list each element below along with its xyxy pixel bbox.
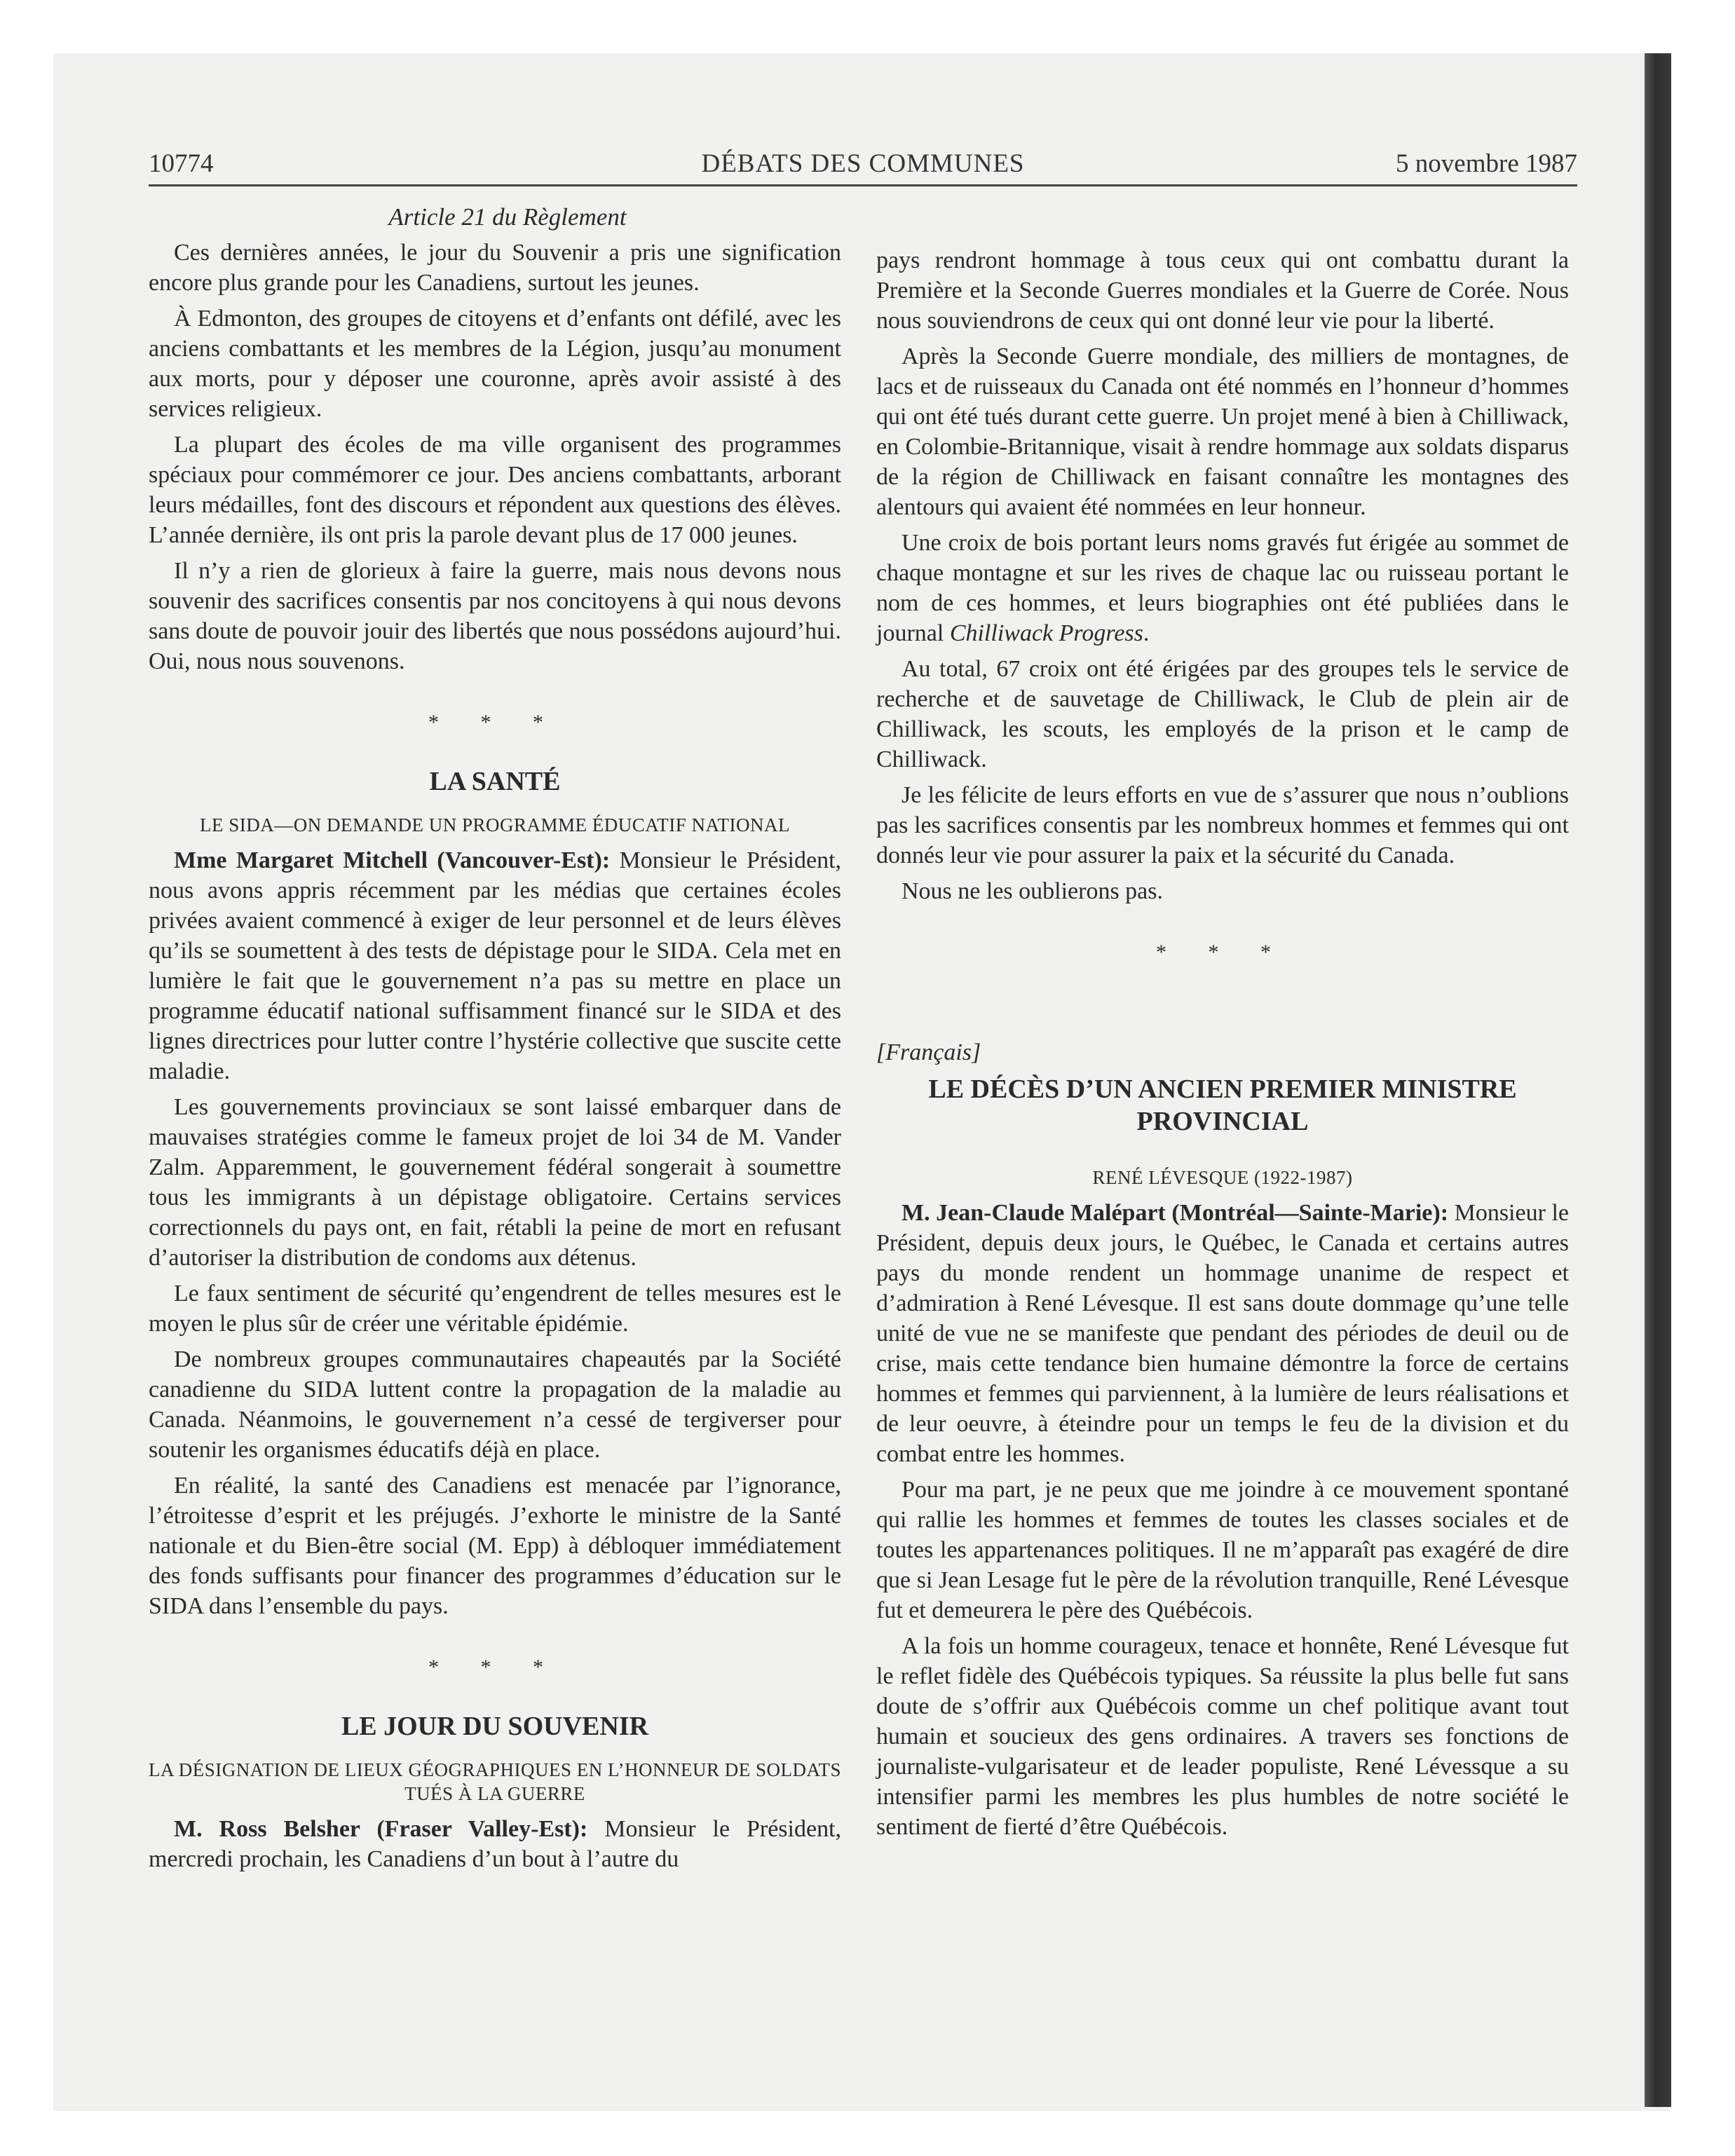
page-number: 10774 bbox=[149, 149, 214, 178]
paragraph: Il n’y a rien de glorieux à faire la guerre, mais nous devons nous souvenir des sacrifices consentis par nos concitoyens à qui nous devons sans doute de pouvoir jouir des libertés que nous possédons aujourd’hui. Oui, nous nous souvenons. bbox=[149, 558, 841, 674]
paragraph bbox=[876, 528, 1569, 648]
subsection-heading: LE SIDA—ON DEMANDE UN PROGRAMME ÉDUCATIF NATIONAL bbox=[200, 814, 790, 835]
section-separator: * * * bbox=[428, 1656, 562, 1679]
right-column bbox=[876, 245, 1569, 1848]
paragraph: Les gouvernements provinciaux se sont laissé embarquer dans de mauvaises stratégies comme le fameux projet de loi 34 de M. Vander Zalm. Apparemment, le gouvernement fédéral songerait à soumettre tous les immigrants à un dépistage obligatoire. Certains services correctionnels du pays ont, en fait, rétabli la peine de mort en refusant d’autoriser la distribution de condoms aux détenus. bbox=[149, 1094, 841, 1271]
spacer bbox=[876, 1153, 1569, 1166]
speech-paragraph bbox=[876, 1198, 1569, 1469]
paragraph-text: Une croix de bois portant leurs noms gravés fut érigée au sommet de chaque montagne et sur les rives de chaque lac ou ruisseau portant le nom de ces hommes, et leurs biographies ont été publiées dans le journal bbox=[876, 530, 1569, 646]
paragraph: À Edmonton, des groupes de citoyens et d’enfants ont défilé, avec les anciens combattants et les membres de la Légion, jusqu’au monument aux morts, pour y déposer une couronne, après avoir assisté à des services religieux. bbox=[149, 306, 841, 422]
paragraph: Je les félicite de leurs efforts en vue de s’assurer que nous n’oublions pas les sacrifices consentis par les nombreux hommes et femmes qui ont donnés leur vie pour assurer la paix et la sécurité du Canada. bbox=[876, 782, 1569, 868]
paragraph: Après la Seconde Guerre mondiale, des milliers de montagnes, de lacs et de ruisseaux du Canada ont été nommés en l’honneur d’hommes qui ont été tués durant cette guerre. Un projet mené à bien à Chilliwack, en Colombie-Britannique, visait à rendre hommage aux soldats disparus de la région de Chilliwack en faisant connaître les montagnes des alentours qui avaient été nommées en leur honneur. bbox=[876, 343, 1569, 520]
header-rule bbox=[149, 184, 1577, 186]
article-heading: Article 21 du Règlement bbox=[388, 203, 627, 231]
section-heading: LE DÉCÈS D’UN ANCIEN PREMIER MINISTRE PROVINCIAL bbox=[928, 1074, 1517, 1136]
section-heading: LE JOUR DU SOUVENIR bbox=[341, 1712, 649, 1741]
paragraph: A la fois un homme courageux, tenace et honnête, René Lévesque fut le reflet fidèle des Québécois typiques. Sa réussite la plus belle fut sans doute de s’offrir aux Québécois comme un chef politique avant tout humain et soucieux des gens ordinaires. A travers ses fonctions de journaliste-vulgarisateur et de leader populiste, René Lévessque a su intensifier parmi les membres les plus humbles de notre société le sentiment de fierté d’être Québécois. bbox=[876, 1633, 1569, 1840]
paragraph: La plupart des écoles de ma ville organisent des programmes spéciaux pour commémorer ce jour. Des anciens combattants, arborant leurs médailles, font des discours et répondent aux questions des élèves. L’année dernière, ils ont pris la parole devant plus de 17 000 jeunes. bbox=[149, 432, 841, 548]
speech-paragraph bbox=[149, 1814, 841, 1874]
publication-title: DÉBATS DES COMMUNES bbox=[701, 149, 1025, 178]
newspaper-title: Chilliwack Progress bbox=[949, 620, 1143, 646]
subsection-heading: LA DÉSIGNATION DE LIEUX GÉOGRAPHIQUES EN L’HONNEUR DE SOLDATS TUÉS À LA GUERRE bbox=[149, 1759, 841, 1804]
speech-text: Monsieur le Président, depuis deux jours, le Québec, le Canada et certains autres pays du monde rendent un hommage unanime de respect et d’admiration à René Lévesque. Il est sans doute dommage qu’une telle unité de vue ne se manifeste que pendant des périodes de deuil ou de crise, mais cette tendance bien humaine démontre la force de certains hommes et femmes qui parviennent, à la lumière de leurs réalisations et de leur oeuvre, à éteindre pour un temps le feu de la division et du combat entre les hommes. bbox=[876, 1200, 1569, 1467]
binding-edge bbox=[1645, 53, 1671, 2107]
paragraph: Le faux sentiment de sécurité qu’engendrent de telles mesures est le moyen le plus sûr de créer une véritable épidémie. bbox=[149, 1281, 841, 1337]
speech-text: Monsieur le Président, nous avons appris récemment par les médias que certaines écoles privées avaient commencé à exiger de leur personnel et de leurs élèves qu’ils se soumettent à des tests de dépistage pour le SIDA. Cela met en lumière le fait que le gouvernement n’a pas su mettre en place un programme éducatif national suffisamment financé sur le SIDA et des lignes directrices pour lutter contre l’hystérie collective que suscite cette maladie. bbox=[149, 847, 842, 1084]
paragraph: En réalité, la santé des Canadiens est menacée par l’ignorance, l’étroitesse d’esprit et les préjugés. J’exhorte le ministre de la Santé nationale et du Bien-être social (M. Epp) à débloquer immédiatement des fonds suffisants pour financer des programmes d’éducation sur le SIDA dans l’ensemble du pays. bbox=[149, 1473, 841, 1619]
paragraph: De nombreux groupes communautaires chapeautés par la Société canadienne du SIDA luttent contre la propagation de la maladie au Canada. Néanmoins, le gouvernement n’a cessé de tergiverser pour soutenir les organismes éducatifs déjà en place. bbox=[149, 1346, 841, 1463]
spacer bbox=[876, 995, 1569, 1037]
publication-date: 5 novembre 1987 bbox=[1396, 149, 1577, 178]
speaker-name: Mme Margaret Mitchell (Vancouver-Est): bbox=[174, 847, 611, 873]
paragraph: Ces dernières années, le jour du Souvenir a pris une signification encore plus grande pour les Canadiens, surtout les jeunes. bbox=[149, 240, 841, 296]
paragraph: Au total, 67 croix ont été érigées par des groupes tels le service de recherche et de sauvetage de Chilliwack, le Club de plein air de Chilliwack, les scouts, les employés de la prison et le camp de Chilliwack. bbox=[876, 656, 1569, 772]
paragraph: Pour ma part, je ne peux que me joindre à ce mouvement spontané qui rallie les hommes et femmes de toutes les classes sociales et de toutes les appartenances politiques. Il ne m’apparaît pas exagéré de dire que si Jean Lesage fut le père de la révolution tranquille, René Lévesque fut et demeurera le père des Québécois. bbox=[876, 1477, 1569, 1623]
section-heading: LA SANTÉ bbox=[429, 767, 561, 796]
subsection-heading: RENÉ LÉVESQUE (1922-1987) bbox=[1092, 1167, 1353, 1188]
paragraph-text: . bbox=[1143, 620, 1150, 646]
paragraph: Nous ne les oublierons pas. bbox=[901, 878, 1164, 904]
speech-paragraph bbox=[149, 845, 841, 1086]
paragraph: pays rendront hommage à tous ceux qui ont combattu durant la Première et la Seconde Guerres mondiales et la Guerre de Corée. Nous nous souviendrons de ceux qui ont donné leur vie pour la liberté. bbox=[876, 247, 1569, 334]
page-header bbox=[149, 149, 1577, 185]
section-separator: * * * bbox=[1156, 941, 1289, 964]
left-column bbox=[149, 202, 841, 1880]
speaker-name: M. Ross Belsher (Fraser Valley-Est): bbox=[174, 1816, 588, 1842]
language-marker: [Français] bbox=[876, 1039, 981, 1065]
speaker-name: M. Jean-Claude Malépart (Montréal—Sainte-Marie): bbox=[901, 1200, 1449, 1226]
section-separator: * * * bbox=[428, 711, 562, 734]
speech-text: Monsieur le Président, mercredi prochain, les Canadiens d’un bout à l’autre du bbox=[149, 1816, 842, 1872]
